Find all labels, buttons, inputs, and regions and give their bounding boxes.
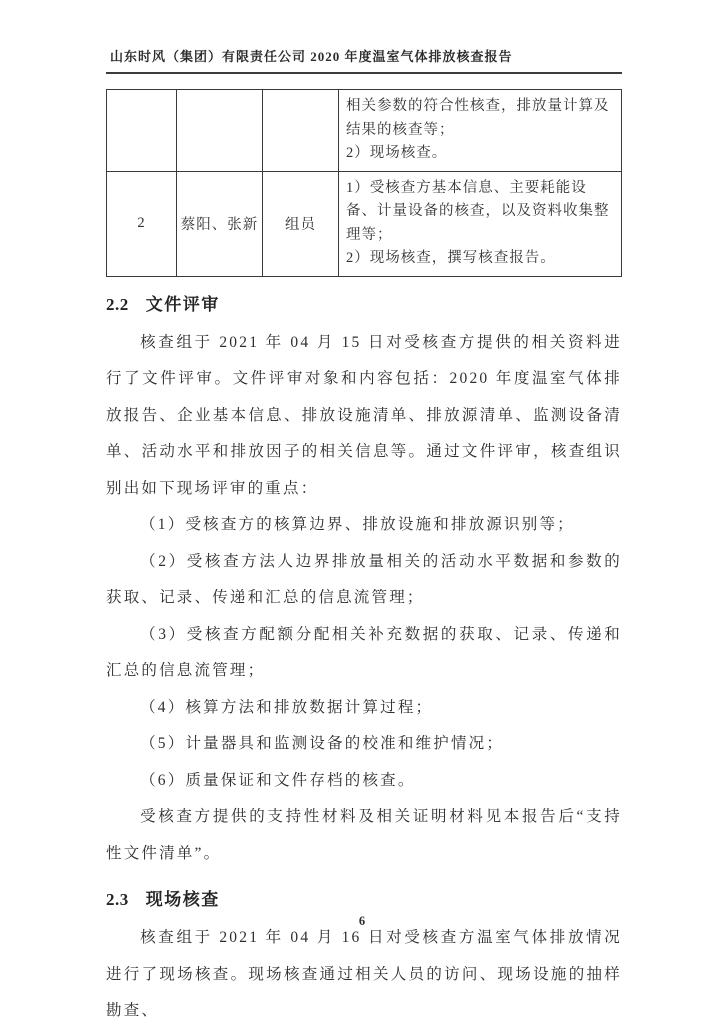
running-header (106, 46, 622, 74)
review-item-3: （3）受核查方配额分配相关补充数据的获取、记录、传递和汇总的信息流管理； (106, 625, 622, 679)
task-line: 2）现场核查，撰写核查报告。 (346, 250, 556, 266)
review-item-5: （5）计量器具和监测设备的校准和维护情况； (140, 735, 505, 752)
review-item-1: （1）受核查方的核算边界、排放设施和排放源识别等； (140, 516, 575, 533)
section-title: 文件评审 (145, 294, 220, 314)
section-number: 2.2 (106, 294, 129, 314)
review-item-6: （6）质量保证和文件存档的核查。 (140, 771, 416, 789)
cell-role (263, 90, 339, 172)
paragraph-supporting-documents: 受核查方提供的支持性材料及相关证明材料见本报告后“支持性文件清单”。 (106, 808, 622, 862)
cell-number (107, 90, 177, 172)
cell-members: 蔡阳、张新 (177, 171, 263, 276)
paragraph-document-review: 核查组于 2021 年 04 月 15 日对受核查方提供的相关资料进行了文件评审。文件评审对象和内容包括：2020 年度温室气体排放报告、企业基本信息、排放设施清单、排放源清单、监测设备清单、活动水平和排放因子的相关信息等。通过文件评审，核查组识别出如下现场评审的重点： (106, 333, 622, 497)
review-item-2: （2）受核查方法人边界排放量相关的活动水平数据和参数的获取、记录、传递和汇总的信息流管理； (106, 552, 622, 606)
cell-number: 2 (107, 171, 177, 276)
cell-role: 组员 (263, 171, 339, 276)
table-row (107, 90, 622, 172)
paragraph-site-visit: 核查组于 2021 年 04 月 16 日对受核查方温室气体排放情况进行了现场核查。现场核查通过相关人员的访问、现场设施的抽样勘查、 (106, 929, 622, 1019)
section-title: 现场核查 (145, 890, 220, 909)
section-2-2-heading (106, 290, 622, 320)
table-row (107, 171, 622, 276)
verification-team-table (106, 89, 622, 277)
page-number: 6 (358, 914, 366, 928)
document-title-header: 山东时风（集团）有限责任公司 2020 年度温室气体排放核查报告 (110, 49, 513, 64)
cell-tasks (339, 90, 622, 172)
task-line: 相关参数的符合性核查，排放量计算及结果的核查等； (346, 98, 610, 138)
task-line: 1）受核查方基本信息、主要耗能设备、计量设备的核查，以及资料收集整理等； (346, 179, 610, 243)
task-line: 2）现场核查。 (346, 145, 448, 161)
cell-tasks (339, 171, 622, 276)
section-2-3-heading (106, 885, 622, 915)
cell-members (177, 90, 263, 172)
section-number: 2.3 (106, 890, 129, 909)
review-item-4: （4）核算方法和排放数据计算过程； (140, 698, 434, 716)
